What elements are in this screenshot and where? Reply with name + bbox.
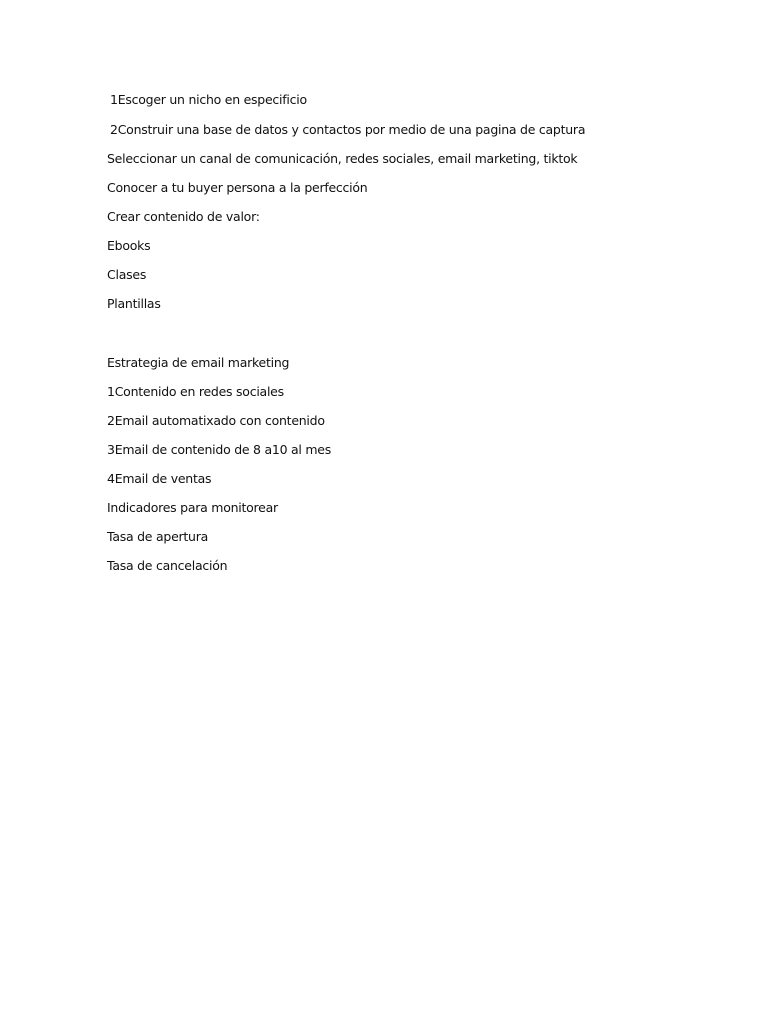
text-line-3: Seleccionar un canal de comunicación, redes sociales, email marketing, tiktok [107, 151, 578, 166]
text-line-14: Indicadores para monitorear [107, 500, 278, 515]
text-line-12: 3Email de contenido de 8 a10 al mes [107, 442, 331, 457]
text-line-7: Clases [107, 267, 147, 282]
text-line-8: Plantillas [107, 296, 161, 311]
text-line-13: 4Email de ventas [107, 471, 212, 486]
text-line-6: Ebooks [107, 238, 151, 253]
text-line-1: 1Escoger un nicho en especificio [110, 92, 307, 107]
text-line-2: 2Construir una base de datos y contactos por medio de una pagina de captura [110, 122, 586, 137]
text-line-16: Tasa de cancelación [107, 558, 228, 573]
text-line-4: Conocer a tu buyer persona a la perfección [107, 180, 368, 195]
text-line-15: Tasa de apertura [107, 529, 209, 544]
text-line-10: 1Contenido en redes sociales [107, 384, 284, 399]
text-line-5: Crear contenido de valor: [107, 209, 260, 224]
section-heading: Estrategia de email marketing [107, 355, 290, 370]
text-line-11: 2Email automatixado con contenido [107, 413, 325, 428]
